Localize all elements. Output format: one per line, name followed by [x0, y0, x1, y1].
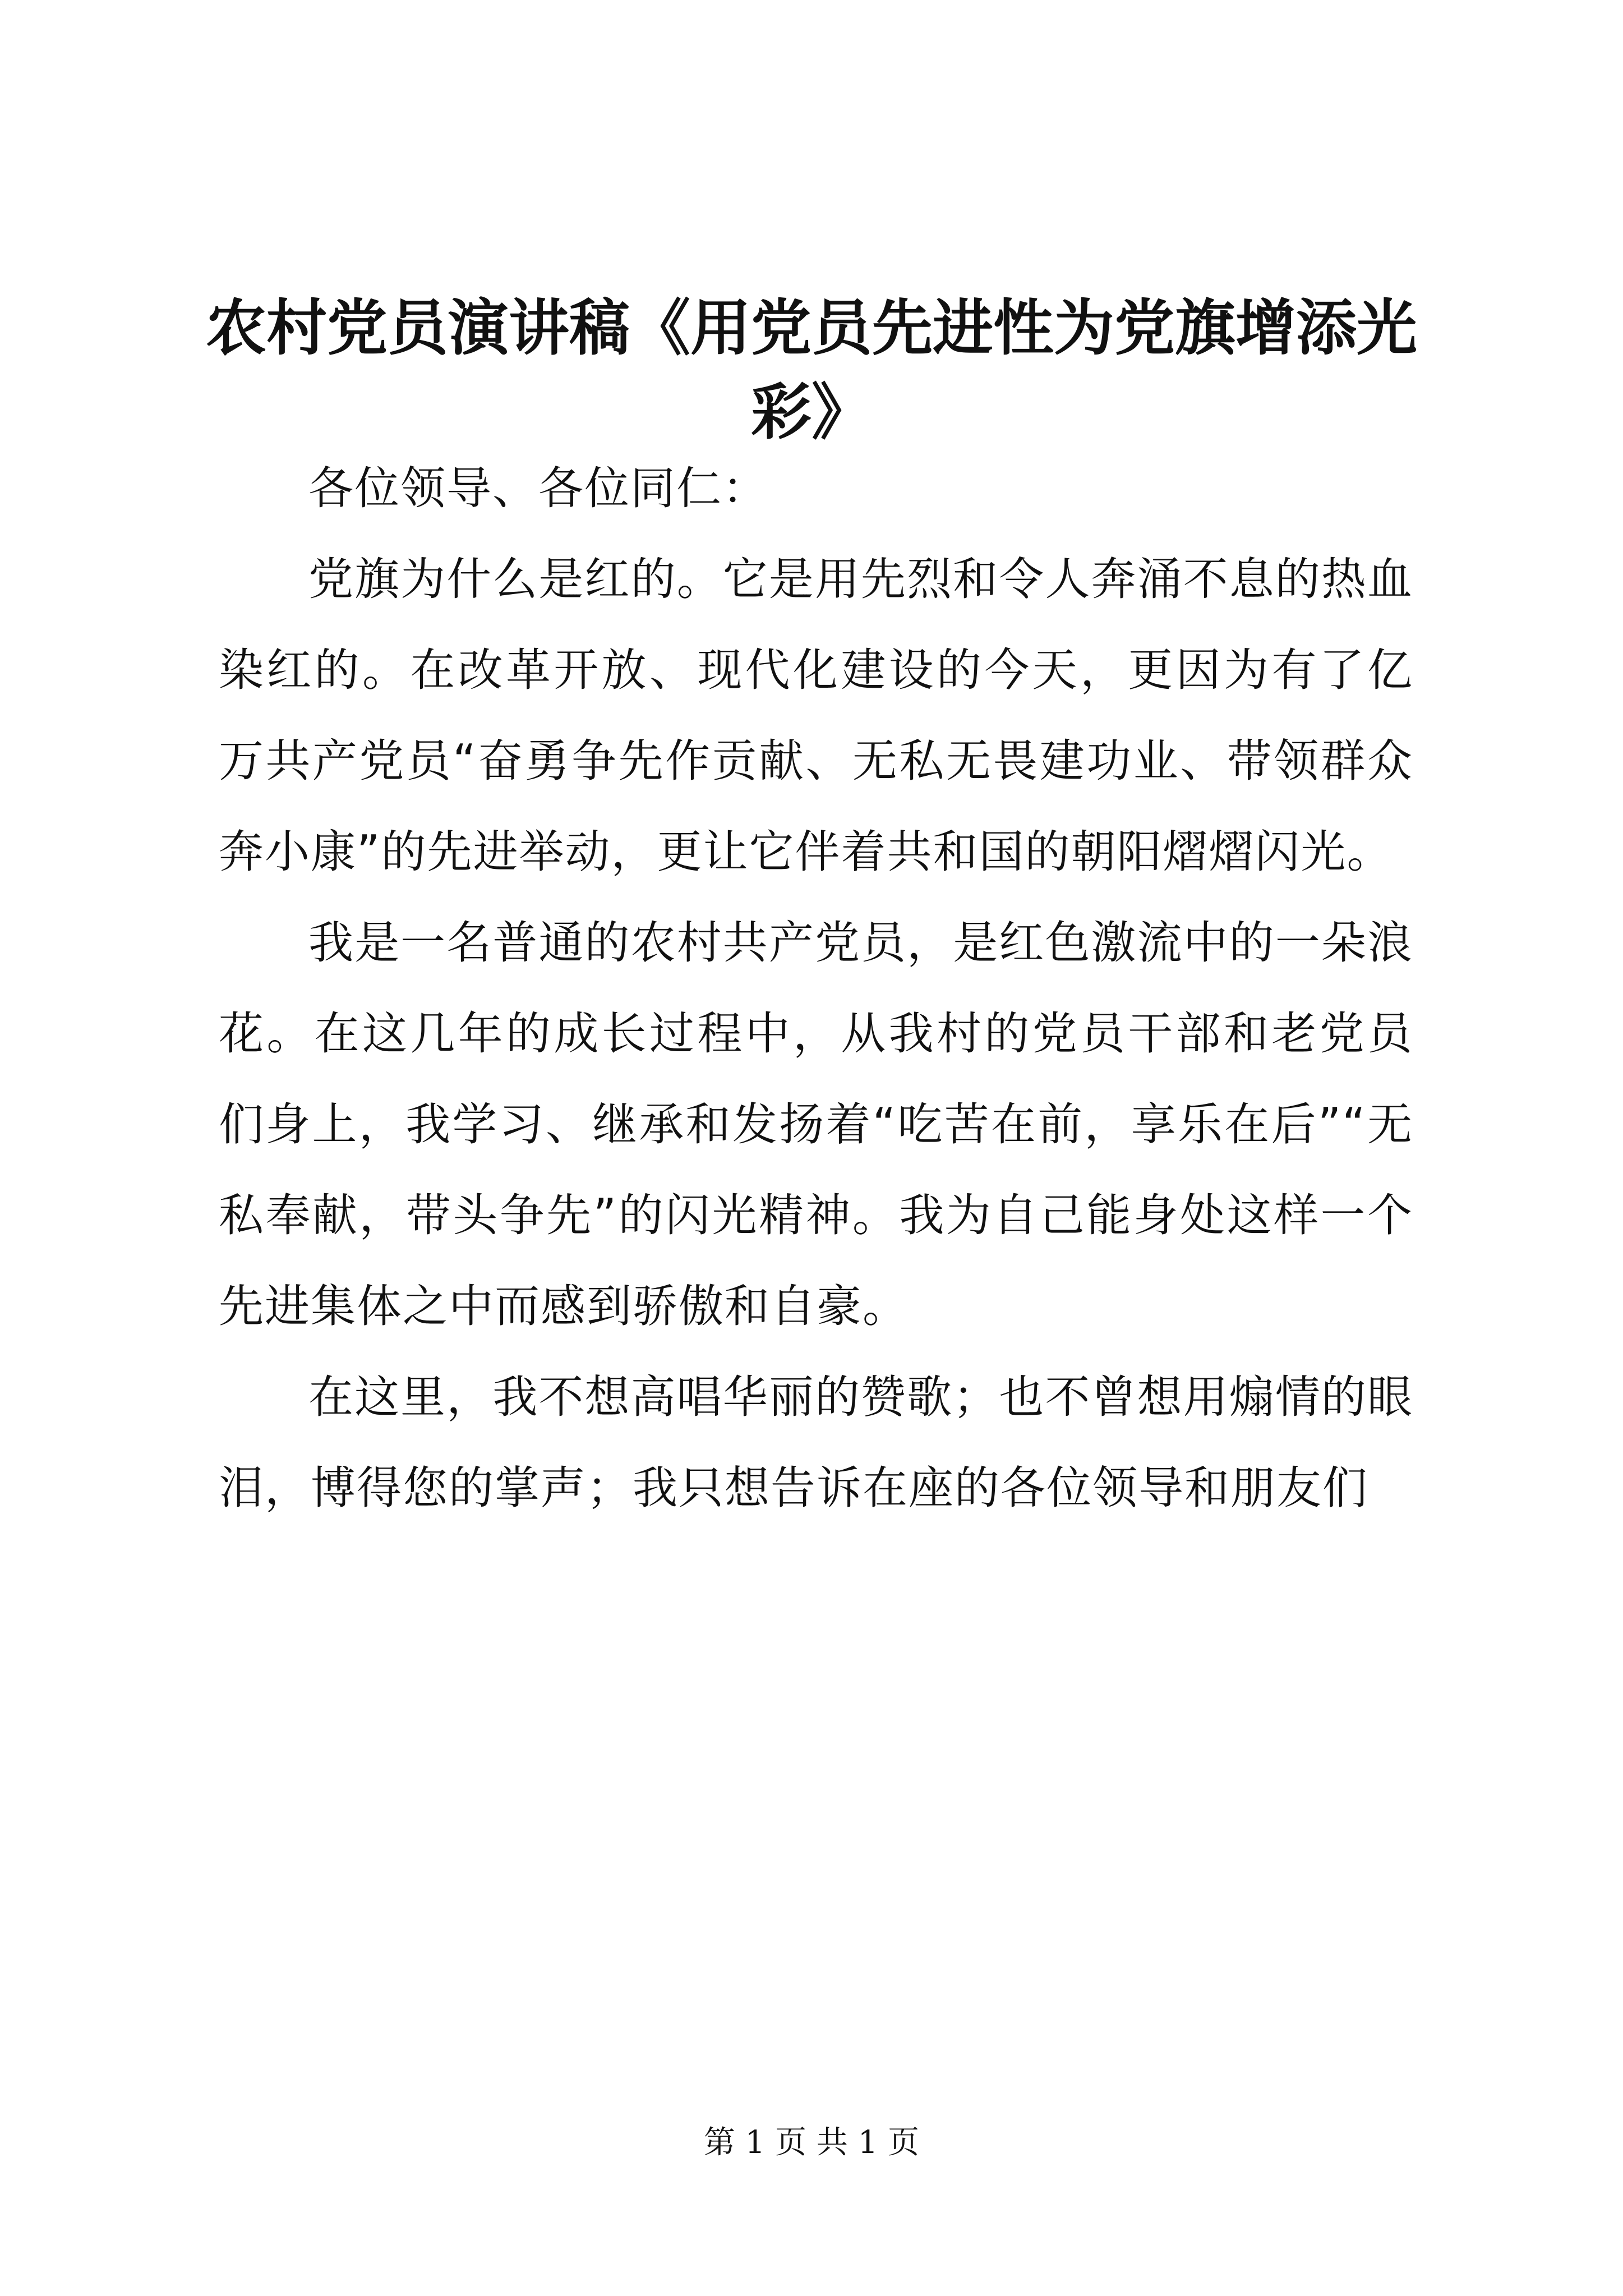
paragraph-2: 我是一名普通的农村共产党员，是红色激流中的一朵浪花。在这几年的成长过程中，从我村的党员干部和老党员们身上，我学习、继承和发扬着“吃苦在前，享乐在后”“无私奉献，带头争先”的闪光精神。我为自己能身处这样一个先进集体之中而感到骄傲和自豪。: [219, 917, 1413, 1332]
paragraph-3: 在这里，我不想高唱华丽的赞歌；也不曾想用煽情的眼泪，博得您的掌声；我只想告诉在座的各位领导和朋友们: [219, 1371, 1413, 1514]
paragraph-1: 党旗为什么是红的。它是用先烈和令人奔涌不息的热血染红的。在改革开放、现代化建设的今天，更因为有了亿万共产党员“奋勇争先作贡献、无私无畏建功业、带领群众奔小康”的先进举动，更让它伴着共和国的朝阳熠熠闪光。: [219, 553, 1413, 878]
document-body: [219, 443, 1413, 1534]
paragraph-salutation: 各位领导、各位同仁：: [308, 462, 768, 514]
document-title: 农村党员演讲稿《用党员先进性为党旗增添光彩》: [205, 293, 1417, 448]
page-footer: [0, 2120, 1623, 2165]
page-number-label: 第 1 页 共 1 页: [703, 2124, 920, 2161]
